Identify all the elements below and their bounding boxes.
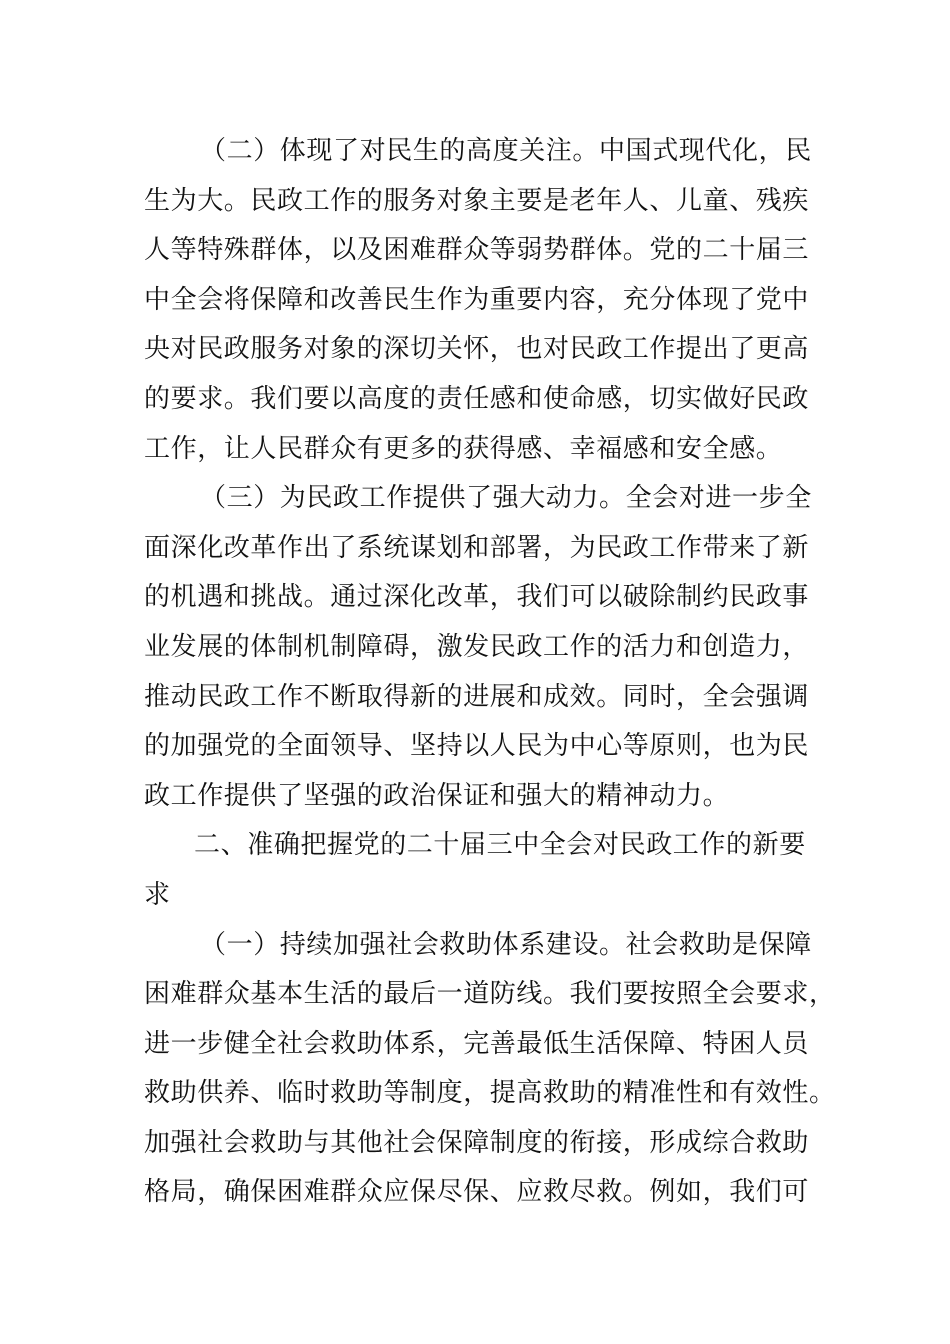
text-line: 政工作提供了坚强的政治保证和强大的精神动力。 — [144, 780, 730, 811]
text-line: 面深化改革作出了系统谋划和部署，为民政工作带来了新 — [144, 532, 810, 563]
text-line: 中全会将保障和改善民生作为重要内容，充分体现了党中 — [144, 284, 810, 315]
text-line: 格局，确保困难群众应保尽保、应救尽救。例如，我们可 — [144, 1177, 810, 1208]
text-line: 救助供养、临时救助等制度，提高救助的精准性和有效性。 — [144, 1078, 836, 1109]
text-line: （三）为民政工作提供了强大动力。全会对进一步全 — [200, 483, 812, 514]
heading-line: 求 — [144, 879, 171, 910]
text-line: 业发展的体制机制障碍，激发民政工作的活力和创造力， — [144, 631, 810, 662]
text-line: 的加强党的全面领导、坚持以人民为中心等原则，也为民 — [144, 731, 810, 762]
text-line: 进一步健全社会救助体系，完善最低生活保障、特困人员 — [144, 1028, 810, 1059]
paragraph-reform-momentum — [144, 474, 816, 821]
text-line: 生为大。民政工作的服务对象主要是老年人、儿童、残疾 — [144, 185, 810, 216]
text-line: （二）体现了对民生的高度关注。中国式现代化，民 — [200, 136, 812, 166]
text-line: 困难群众基本生活的最后一道防线。我们要按照全会要求， — [144, 979, 836, 1010]
heading-line: 二、准确把握党的二十届三中全会对民政工作的新要 — [194, 830, 806, 861]
section-heading-new-requirements — [144, 821, 816, 920]
document-body — [144, 127, 836, 1218]
paragraph-people-livelihood — [144, 127, 816, 474]
text-line: 的机遇和挑战。通过深化改革，我们可以破除制约民政事 — [144, 582, 810, 613]
text-line: 加强社会救助与其他社会保障制度的衔接，形成综合救助 — [144, 1127, 810, 1158]
text-line: 央对民政服务对象的深切关怀，也对民政工作提出了更高 — [144, 334, 810, 365]
text-line: 的要求。我们要以高度的责任感和使命感，切实做好民政 — [144, 383, 810, 414]
paragraph-social-assistance — [144, 921, 836, 1219]
text-line: 推动民政工作不断取得新的进展和成效。同时，全会强调 — [144, 681, 810, 712]
text-line: （一）持续加强社会救助体系建设。社会救助是保障 — [200, 929, 812, 960]
text-line: 工作，让人民群众有更多的获得感、幸福感和安全感。 — [144, 433, 783, 464]
text-line: 人等特殊群体，以及困难群众等弱势群体。党的二十届三 — [144, 235, 810, 266]
